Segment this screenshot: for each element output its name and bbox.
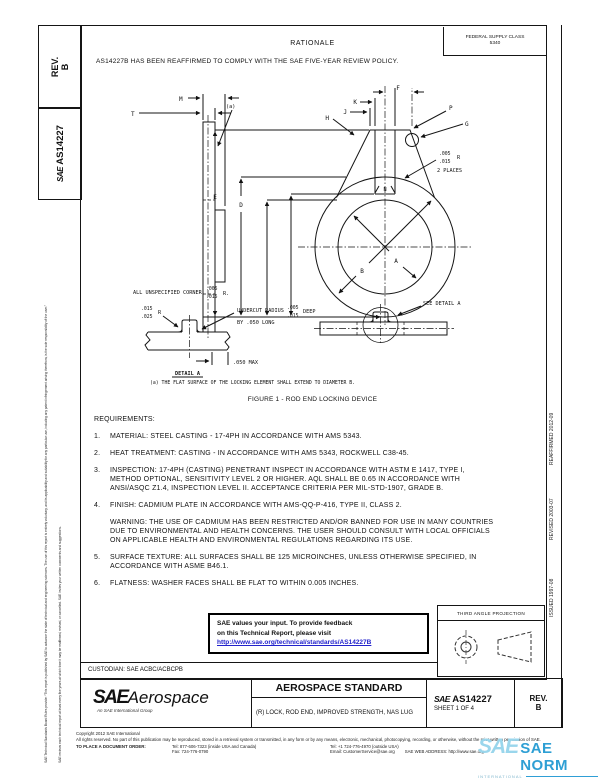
rights-line: All rights reserved. No part of this publication may be reproduced, stored in a retrieval system or transmitted, in any form or by any means, electronic, mechanical, photocopying, recording, or otherwise, without the prior written permission of SAE.	[76, 736, 541, 742]
detail-radius-bot: .025	[141, 315, 153, 320]
sae-norm-name: SAE NORM	[520, 740, 569, 774]
document-title: (R) LOCK, ROD END, IMPROVED STRENGTH, NAS LUG	[256, 709, 414, 716]
dim-label-j: J	[343, 109, 347, 116]
fillet-note-r: R	[457, 155, 461, 161]
requirement-text: INSPECTION: 17-4PH (CASTING) PENETRANT INSPECT IN ACCORDANCE WITH ASTM E 1417, TYPE I, METHOD OPTIONAL, SENSITIVITY LEVEL 2 OR HIGHER. AQL SHALL BE 0.65 IN ACCORDANCE WITH ANSI/ASQC Z1.4, INSPECTION LEVEL II. ACCEPTANCE CRITERIA PER MIL-STD-1907, GRADE B.	[110, 467, 465, 492]
requirement-text: FINISH: CADMIUM PLATE IN ACCORDANCE WITH AMS-QQ-P-416, TYPE II, CLASS 2.	[110, 502, 402, 509]
fillet-note-places: 2 PLACES	[437, 168, 462, 174]
web-address: SAE WEB ADDRESS: http://www.sae.org	[404, 749, 484, 755]
rationale-heading: RATIONALE	[290, 40, 335, 47]
aerospace-logo-text: Aerospace	[127, 688, 209, 707]
requirement-item-2	[94, 449, 496, 458]
issued-date: ISSUED 1997-08	[549, 578, 555, 617]
tel-us: Tel: 877-606-7323 (inside USA and Canada)	[172, 743, 257, 749]
requirement-text: FLATNESS: WASHER FACES SHALL BE FLAT TO WITHIN 0.005 INCHES.	[110, 580, 359, 587]
dim-label-m: M	[179, 96, 183, 103]
dim-label-h: H	[325, 115, 329, 122]
disclaimer-line-2: SAE reviews each technical report at least every five years at which time it may be reaffirmed, revised, or cancelled. SAE invites your written comments and suggestions.	[58, 526, 62, 763]
outer-right-border	[561, 25, 562, 728]
dim-label-d: D	[239, 202, 243, 209]
dim-label-n: N	[383, 187, 387, 193]
see-detail-label: SEE DETAIL A	[423, 301, 461, 307]
watermark-rule	[526, 776, 598, 777]
footer	[76, 731, 546, 755]
requirement-item-1	[94, 432, 496, 441]
logo-tagline: An SAE International Group	[97, 708, 153, 713]
requirement-number: 5.	[94, 554, 101, 561]
dim-label-k: K	[353, 99, 357, 106]
corner-note: ALL UNSPECIFIED CORNER	[133, 290, 202, 296]
third-angle-box	[437, 605, 545, 677]
undercut-deep: DEEP	[303, 309, 316, 315]
rev-box	[38, 25, 82, 109]
dim-label-f: F	[396, 85, 400, 92]
order-label: TO PLACE A DOCUMENT ORDER:	[76, 743, 146, 749]
sae-norm-watermark	[478, 735, 598, 779]
detail-radius-r: R	[158, 310, 162, 316]
dia-label-a: A	[394, 258, 398, 265]
email: Email: CustomerService@sae.org	[330, 749, 395, 755]
dim-label-g: G	[465, 121, 469, 128]
rev-label: REV.	[529, 694, 548, 703]
sheet-label: SHEET 1 OF 4	[434, 705, 474, 712]
disclaimer-text	[42, 200, 68, 763]
requirement-number: 3.	[94, 467, 101, 474]
projection-symbol-icon	[438, 621, 542, 674]
fsc-label: FEDERAL SUPPLY CLASS	[465, 34, 525, 40]
custodian-row: CUSTODIAN: SAE ACBC/ACBCPB	[80, 662, 437, 678]
sae-logo-icon: SAE	[434, 693, 450, 704]
fillet-note-bot: .015	[439, 160, 451, 165]
requirement-text: SURFACE TEXTURE: ALL SURFACES SHALL BE 125 MICROINCHES, UNLESS OTHERWISE SPECIFIED, IN ACCORDANCE WITH ASME B46.1.	[110, 554, 477, 570]
figure-caption: FIGURE 1 - ROD END LOCKING DEVICE	[247, 396, 378, 403]
cadmium-warning-text: WARNING: THE USE OF CADMIUM HAS BEEN RESTRICTED AND/OR BANNED FOR USE IN MANY COUNTRIES DUE TO ENVIRONMENTAL AND HEALTH CONCERNS. THE USER SHOULD CONSULT WITH LOCAL OFFICIALS ON APPLICABLE HEALTH AND ENVIRONMENTAL REGULATIONS REGARDING ITS USE.	[110, 519, 494, 544]
note-a-ref: (a)	[226, 104, 236, 110]
sae-logo-icon: SAE	[55, 166, 65, 182]
sae-aerospace-logo	[81, 679, 251, 727]
dim-label-p: P	[449, 105, 453, 112]
requirement-item-3	[94, 466, 496, 493]
doc-number-vertical: AS14227	[54, 125, 66, 165]
requirement-item-6	[94, 579, 496, 588]
feedback-line-1: SAE values your input. To provide feedback	[217, 620, 353, 627]
figure-drawing	[85, 82, 545, 417]
corner-r: R.	[223, 291, 230, 297]
doc-number: AS14227	[452, 693, 492, 705]
max-dim-label: .050 MAX	[233, 360, 258, 366]
rev-box-label: REV.	[50, 56, 60, 78]
corner-bot: .015	[206, 295, 218, 300]
standard-type: AEROSPACE STANDARD	[252, 679, 426, 698]
disclaimer-line-1: SAE Technical Standards Board Rules provide: “This report is published by SAE to advance the state of technical and engineering sciences. The use of this report is entirely voluntary, and its applicability and suitability for any particular use, including any patent infringement arising therefrom, is the sole responsibility of the user.”	[44, 305, 48, 763]
tel-intl: Tel: +1 724-776-4970 (outside USA)	[330, 743, 399, 749]
detail-radius-top: .015	[141, 307, 153, 312]
rev-value: B	[535, 703, 542, 712]
doc-number-cell	[426, 679, 514, 727]
reaffirmed-date: REAFFIRMED 2012-09	[549, 412, 555, 465]
fax: Fax: 724-776-0790	[172, 749, 209, 755]
dim-label-e: E	[213, 194, 217, 201]
undercut-label: UNDERCUT RADIUS	[237, 308, 284, 314]
feedback-link[interactable]: http://www.sae.org/technical/standards/AS14227B	[217, 639, 372, 646]
requirement-number: 6.	[94, 580, 101, 587]
dia-label-b: B	[360, 268, 364, 275]
title-cell	[251, 679, 426, 727]
fillet-note-top: .005	[439, 152, 451, 157]
requirement-item-5	[94, 553, 496, 571]
requirements-section	[94, 415, 496, 596]
feedback-line-2: on this Technical Report, please visit	[217, 629, 332, 637]
projection-label: THIRD ANGLE PROJECTION	[438, 606, 544, 621]
requirement-number: 2.	[94, 450, 101, 457]
sae-logo-icon: SAE	[93, 687, 128, 708]
rev-box-value: B	[60, 63, 70, 71]
sae-norm-logo-icon: SAE	[478, 735, 519, 758]
corner-top: .005	[206, 287, 218, 292]
undercut-bot: .015	[287, 314, 299, 319]
detail-a-label: DETAIL A	[175, 371, 200, 377]
dim-label-t: T	[131, 111, 135, 118]
rev-cell	[514, 679, 562, 727]
requirement-number: 1.	[94, 433, 101, 440]
figure-note-a: (a) THE FLAT SURFACE OF THE LOCKING ELEMENT SHALL EXTEND TO DIAMETER B.	[150, 381, 356, 386]
requirements-heading: REQUIREMENTS:	[94, 416, 155, 423]
feedback-box	[208, 613, 429, 654]
requirement-number: 4.	[94, 502, 101, 509]
requirement-item-4	[94, 501, 496, 545]
requirement-text: MATERIAL: STEEL CASTING - 17-4PH IN ACCORDANCE WITH AMS 5343.	[110, 433, 362, 440]
revised-date: REVISED 2003-07	[549, 498, 555, 540]
doc-number-box	[38, 107, 82, 200]
fsc-value: 5340	[489, 40, 501, 46]
title-block	[80, 678, 563, 728]
requirement-text: HEAT TREATMENT: CASTING - IN ACCORDANCE WITH AMS 5343, ROCKWELL C38-45.	[110, 450, 409, 457]
copyright-line: Copyright 2012 SAE International	[76, 731, 140, 736]
sae-norm-sub: INTERNATIONAL	[478, 774, 523, 779]
rationale-text: AS14227B HAS BEEN REAFFIRMED TO COMPLY WITH THE SAE FIVE-YEAR REVIEW POLICY.	[96, 58, 399, 65]
undercut-by: BY .050 LONG	[237, 320, 275, 326]
undercut-top: .005	[287, 306, 299, 311]
